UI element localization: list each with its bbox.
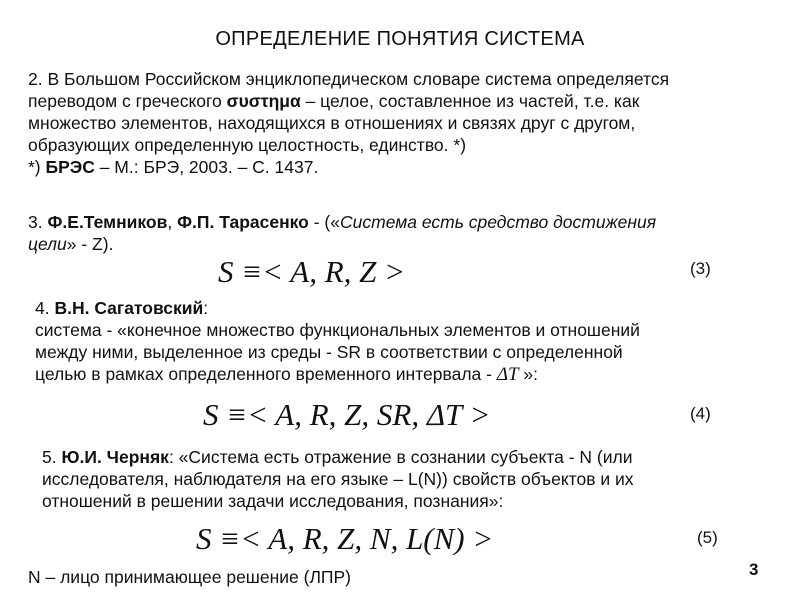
p2-line2-pre: переводом с греческого <box>28 91 227 111</box>
slide-title: ОПРЕДЕЛЕНИЕ ПОНЯТИЯ СИСТЕМА <box>215 28 585 50</box>
p4-heading <box>35 297 795 319</box>
p5-line3: отношений в решении задачи исследования, познания»: <box>42 491 504 511</box>
p4-line3 <box>35 363 795 386</box>
equation-number-4: (4) <box>690 404 711 423</box>
p3-pre-quote: - (« <box>308 212 340 232</box>
paragraph-3 <box>28 211 788 255</box>
p4-line3-post: »: <box>518 364 539 384</box>
p2-line1: 2. В Большом Российском энциклопедическом словаре система определяется <box>28 69 670 89</box>
p3-num: 3. <box>28 212 48 232</box>
p4-author: В.Н. Сагатовский <box>54 298 204 318</box>
p3-sep: , <box>167 212 178 232</box>
equation-number-5: (5) <box>697 528 718 547</box>
p5-line2: исследователя, наблюдателя на его языке – L(N)) свойств объектов и их <box>42 469 634 489</box>
p2-line3: множество элементов, находящихся в отношениях и связях друг с другом, <box>28 113 636 133</box>
p3-line1 <box>28 211 788 233</box>
page-number: 3 <box>749 560 759 579</box>
p3-author2: Ф.П. Тарасенко <box>177 212 309 232</box>
formula-4: S ≡< A, R, Z, SR, ΔT > <box>203 397 491 432</box>
paragraph-5 <box>42 446 792 512</box>
ref-source: БРЭС <box>45 157 95 177</box>
p5-num: 5. <box>42 447 62 467</box>
p5-line1-post: : «Система есть отражение в сознании субъекта - N (или <box>168 447 633 467</box>
greek-term: συστημα <box>226 91 301 111</box>
p3-quote2: цели <box>28 234 67 254</box>
p3-line2 <box>28 233 788 255</box>
formula-5: S ≡< A, R, Z, N, L(N) > <box>196 521 494 556</box>
p4-num: 4. <box>35 298 55 318</box>
p3-quote1: Система есть средство достижения <box>340 212 657 232</box>
equation-number-3: (3) <box>690 259 711 278</box>
p2-reference <box>28 156 788 178</box>
p2-line2-post: – целое, составленное из частей, т.е. как <box>300 91 640 111</box>
p3-author1: Ф.Е.Темников <box>47 212 168 232</box>
p5-line1 <box>42 446 792 468</box>
p5-author: Ю.И. Черняк <box>61 447 169 467</box>
paragraph-4 <box>35 297 795 386</box>
p2-line4: образующих определенную целостность, единство. *) <box>28 135 467 155</box>
ref-marker: *) <box>28 157 46 177</box>
p3-post-quote: » - Z). <box>66 234 114 254</box>
p4-line1: система - «конечное множество функциональных элементов и отношений <box>35 320 640 340</box>
p2-line2 <box>28 90 788 112</box>
p4-colon: : <box>203 298 209 318</box>
formula-3: S ≡< A, R, Z > <box>218 254 406 289</box>
footnote: N – лицо принимающее решение (ЛПР) <box>28 567 352 587</box>
delta-t-symbol: ΔT <box>496 364 519 385</box>
p4-line3-pre: целью в рамках определенного временного интервала - <box>35 364 497 384</box>
paragraph-2 <box>28 68 788 178</box>
p4-line2: между ними, выделенное из среды - SR в соответствии с определенной <box>35 342 623 362</box>
ref-details: – М.: БРЭ, 2003. – С. 1437. <box>94 157 319 177</box>
